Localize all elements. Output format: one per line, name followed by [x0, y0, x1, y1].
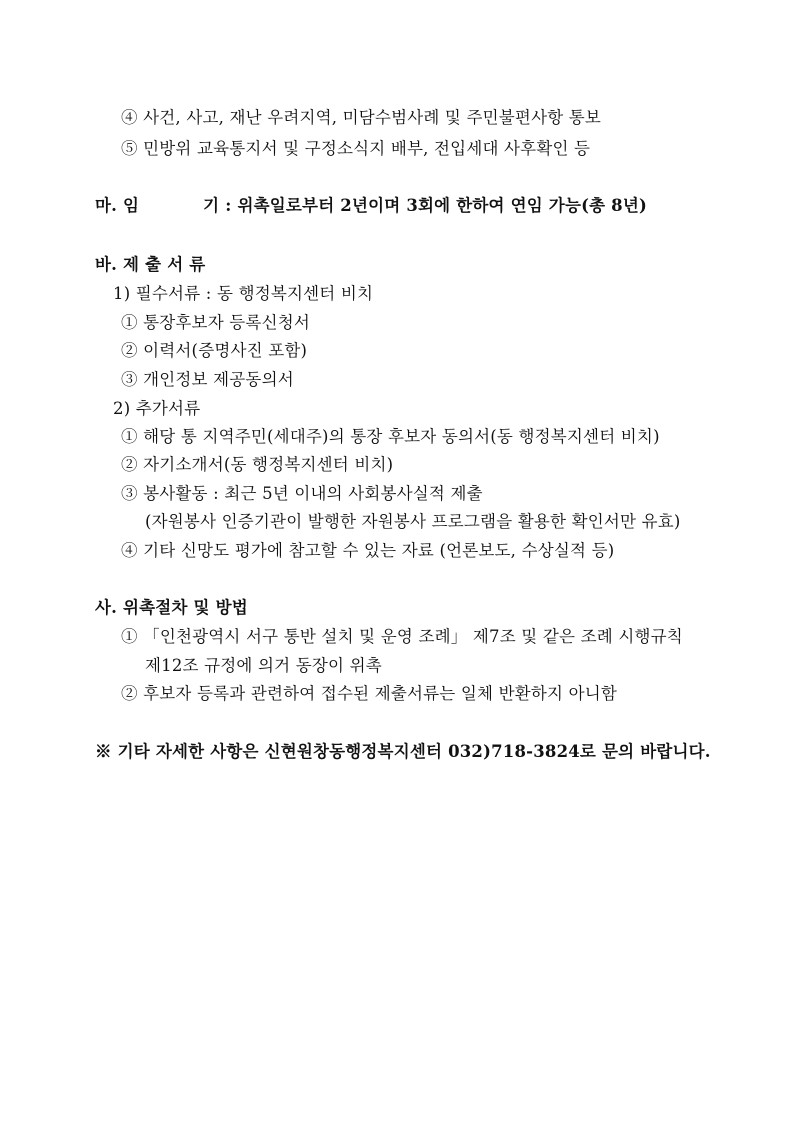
additional-document-item: ① 해당 통 지역주민(세대주)의 통장 후보자 동의서(동 행정복지센터 비치) [121, 427, 660, 446]
contact-note: ※ 기타 자세한 사항은 신현원창동행정복지센터 032)718-3824로 문의 바랍니다. [95, 742, 711, 761]
documents-heading: 바. 제 출 서 류 [95, 255, 206, 274]
additional-document-item: ④ 기타 신망도 평가에 참고할 수 있는 자료 (언론보도, 수상실적 등) [121, 541, 615, 560]
term-label-head: 마. 임 [95, 196, 140, 215]
procedure-heading: 사. 위촉절차 및 방법 [95, 598, 248, 617]
additional-document-item: ② 자기소개서(동 행정복지센터 비치) [121, 455, 394, 474]
additional-documents-title: 2) 추가서류 [113, 399, 201, 418]
additional-document-item: ③ 봉사활동 : 최근 5년 이내의 사회봉사실적 제출 [121, 484, 483, 503]
required-document-item: ③ 개인정보 제공동의서 [121, 370, 294, 389]
procedure-item-continuation: 제12조 규정에 의거 동장이 위촉 [145, 656, 382, 675]
required-documents-title: 1) 필수서류 : 동 행정복지센터 비치 [113, 284, 374, 303]
term-content: : 위촉일로부터 2년이며 3회에 한하여 연임 가능(총 8년) [225, 196, 648, 215]
duty-item-4: ④ 사건, 사고, 재난 우려지역, 미담수범사례 및 주민불편사항 통보 [121, 108, 602, 127]
procedure-item: ① 「인천광역시 서구 통반 설치 및 운영 조례」 제7조 및 같은 조례 시행규칙 [121, 627, 683, 646]
required-document-item: ② 이력서(증명사진 포함) [121, 341, 308, 360]
procedure-item: ② 후보자 등록과 관련하여 접수된 제출서류는 일체 반환하지 아니함 [121, 684, 618, 703]
duty-item-5: ⑤ 민방위 교육통지서 및 구정소식지 배부, 전입세대 사후확인 등 [121, 139, 591, 158]
term-section [95, 195, 647, 217]
required-document-item: ① 통장후보자 등록신청서 [121, 313, 310, 332]
additional-document-note: (자원봉사 인증기관이 발행한 자원봉사 프로그램을 활용한 확인서만 유효) [145, 512, 681, 531]
term-label-tail: 기 [203, 196, 220, 215]
